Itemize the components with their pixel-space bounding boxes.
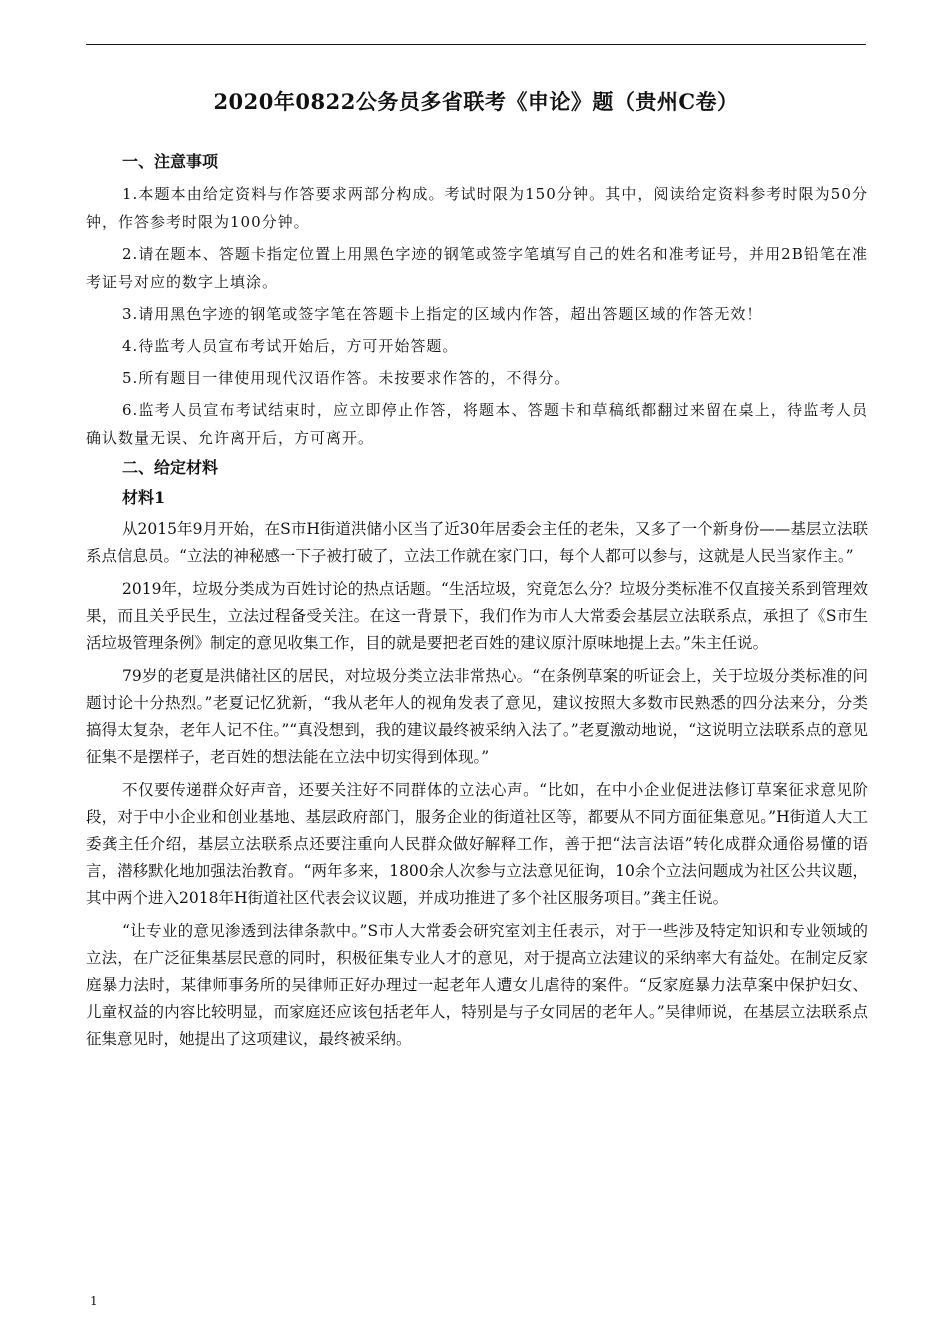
section-heading-notes: 一、注意事项 <box>122 152 219 171</box>
material-paragraph: 79岁的老夏是洪储社区的居民，对垃圾分类立法非常热心。“在条例草案的听证会上，关于垃圾分类标准的问题讨论十分热烈。”老夏记忆犹新，“我从老年人的视角发表了意见，建议按照大多数市民熟悉的四分法来分，分类搞得太复杂，老年人记不住。”“真没想到，我的建议最终被采纳入法了。”老夏激动地说，“这说明立法联系点的意见征集不是摆样子，老百姓的想法能在立法中切实得到体现。” <box>86 667 868 766</box>
material-paragraph: 2019年，垃圾分类成为百姓讨论的热点话题。“生活垃圾，究竟怎么分？垃圾分类标准不仅直接关系到管理效果，而且关乎民生，立法过程备受关注。在这一背景下，我们作为市人大常委会基层立法联系点，承担了《S市生活垃圾管理条例》制定的意见收集工作，目的就是要把老百姓的建议原汁原味地提上去。”朱主任说。 <box>86 580 868 652</box>
note-item: 3.请用黑色字迹的钢笔或签字笔在答题卡上指定的区域内作答，超出答题区域的作答无效！ <box>122 305 763 323</box>
material-paragraph: “让专业的意见渗透到法律条款中。”S市人大常委会研究室刘主任表示，对于一些涉及特定知识和专业领域的立法，在广泛征集基层民意的同时，积极征集专业人才的意见，对于提高立法建议的采纳率大有益处。在制定反家庭暴力法时，某律师事务所的吴律师正好办理过一起老年人遭女儿虐待的案件。“反家庭暴力法草案中保护妇女、儿童权益的内容比较明显，而家庭还应该包括老年人，特别是与子女同居的老年人。”吴律师说，在基层立法联系点征集意见时，她提出了这项建议，最终被采纳。 <box>86 922 868 1048</box>
section-heading-materials: 二、给定材料 <box>122 458 219 477</box>
material-paragraph: 不仅要传递群众好声音，还要关注好不同群体的立法心声。“比如，在中小企业促进法修订草案征求意见阶段，对于中小企业和创业基地、基层政府部门，服务企业的街道社区等，都要从不同方面征集意见。”H街道人大工委龚主任介绍，基层立法联系点还要注重向人民群众做好解释工作，善于把“法言法语”转化成群众通俗易懂的语言，潜移默化地加强法治教育。“两年多来，1800余人次参与立法意见征询，10余个立法问题成为社区公共议题，其中两个进入2018年H街道社区代表会议议题，并成功推进了多个社区服务项目。”龚主任说。 <box>86 781 868 907</box>
document-body <box>86 150 868 1059</box>
material-paragraph: 从2015年9月开始，在S市H街道洪储小区当了近30年居委会主任的老朱，又多了一个新身份——基层立法联系点信息员。“立法的神秘感一下子被打破了，立法工作就在家门口，每个人都可以参与，这就是人民当家作主。” <box>86 520 868 565</box>
page-number: 1 <box>90 1294 98 1308</box>
header-rule <box>86 44 866 45</box>
note-item: 4.待监考人员宣布考试开始后，方可开始答题。 <box>122 337 459 355</box>
note-item: 5.所有题目一律使用现代汉语作答。未按要求作答的，不得分。 <box>122 369 571 387</box>
note-item: 6.监考人员宣布考试结束时，应立即停止作答，将题本、答题卡和草稿纸都翻过来留在桌上，待监考人员确认数量无误、允许离开后，方可离开。 <box>86 401 868 447</box>
page-title: 2020年0822公务员多省联考《申论》题（贵州C卷） <box>213 89 739 114</box>
note-item: 2.请在题本、答题卡指定位置上用黑色字迹的钢笔或签字笔填写自己的姓名和准考证号，并用2B铅笔在准考证号对应的数字上填涂。 <box>86 245 868 291</box>
material-heading: 材料1 <box>122 488 166 507</box>
note-item: 1.本题本由给定资料与作答要求两部分构成。考试时限为150分钟。其中，阅读给定资料参考时限为50分钟，作答参考时限为100分钟。 <box>86 185 868 231</box>
